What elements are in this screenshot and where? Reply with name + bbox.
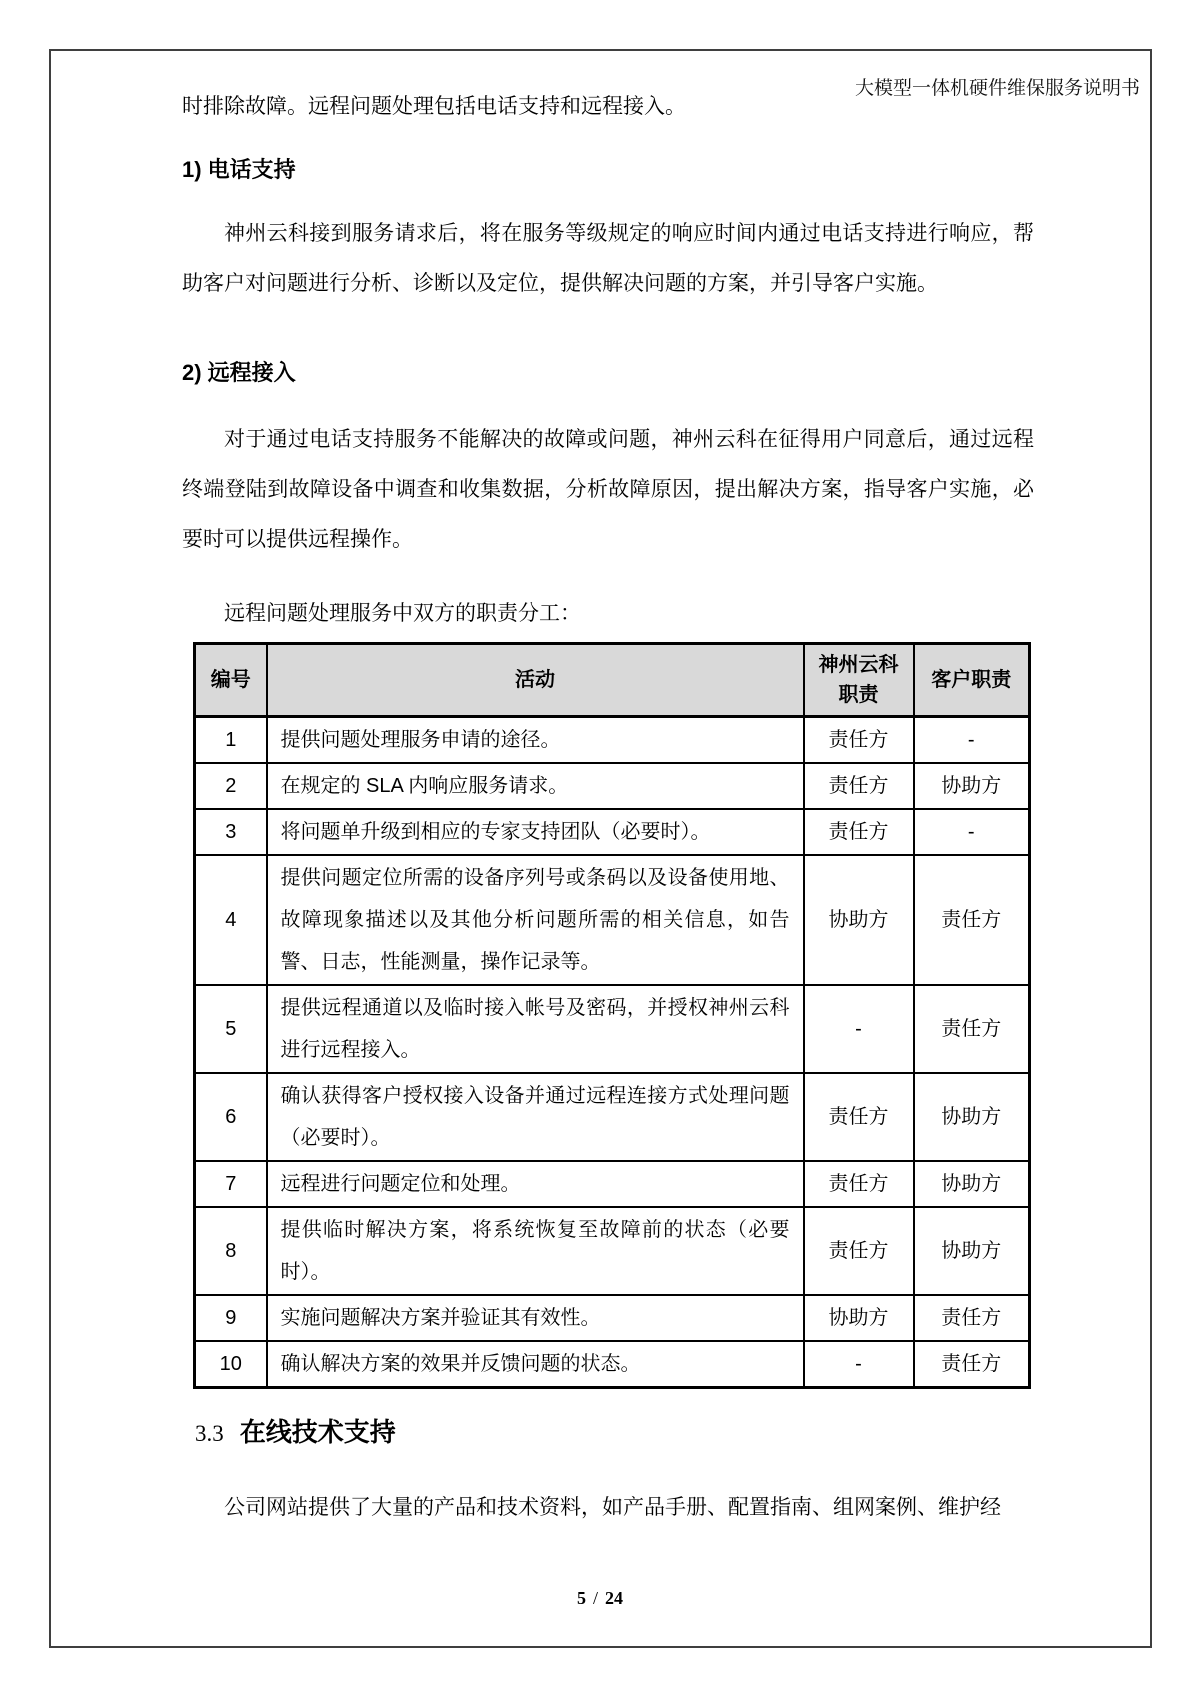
- vendor-role-cell: 责任方: [804, 1073, 914, 1161]
- column-header-number: 编号: [195, 644, 267, 717]
- row-number-cell: 3: [195, 809, 267, 855]
- vendor-role-cell: 责任方: [804, 1161, 914, 1207]
- table-row: [195, 985, 1030, 1073]
- vendor-role-cell: 责任方: [804, 1207, 914, 1295]
- activity-cell: 提供远程通道以及临时接入帐号及密码，并授权神州云科进行远程接入。: [267, 985, 804, 1073]
- page-number-total: 24: [605, 1588, 623, 1608]
- section-heading-remote-access: 2) 远程接入: [182, 360, 296, 385]
- row-number-cell: 2: [195, 763, 267, 809]
- section-heading-phone-support: 1) 电话支持: [182, 157, 296, 182]
- activity-cell: 将问题单升级到相应的专家支持团队（必要时）。: [267, 809, 804, 855]
- section-number: 3.3: [195, 1421, 224, 1446]
- row-number-cell: 4: [195, 855, 267, 985]
- activity-cell: 提供临时解决方案，将系统恢复至故障前的状态（必要时）。: [267, 1207, 804, 1295]
- vendor-role-cell: 协助方: [804, 855, 914, 985]
- activity-cell: 实施问题解决方案并验证其有效性。: [267, 1295, 804, 1341]
- row-number-cell: 10: [195, 1341, 267, 1388]
- section-heading-online-support: [195, 1415, 1034, 1451]
- row-number-cell: 9: [195, 1295, 267, 1341]
- table-row: [195, 763, 1030, 809]
- row-number-cell: 5: [195, 985, 267, 1073]
- table-row: [195, 809, 1030, 855]
- customer-role-cell: 协助方: [914, 1207, 1030, 1295]
- vendor-role-cell: -: [804, 985, 914, 1073]
- table-lead-in-line: 远程问题处理服务中双方的职责分工：: [224, 602, 581, 625]
- row-number-cell: 8: [195, 1207, 267, 1295]
- column-header-activity: 活动: [267, 644, 804, 717]
- page-number-separator: /: [592, 1588, 598, 1608]
- activity-cell: 在规定的 SLA 内响应服务请求。: [267, 763, 804, 809]
- phone-support-paragraph: 神州云科接到服务请求后，将在服务等级规定的响应时间内通过电话支持进行响应，帮助客户对问题进行分析、诊断以及定位，提供解决问题的方案，并引导客户实施。: [182, 222, 1034, 295]
- table-row: [195, 855, 1030, 985]
- vendor-header-line2: 职责: [838, 684, 879, 706]
- activity-cell: 确认解决方案的效果并反馈问题的状态。: [267, 1341, 804, 1388]
- customer-role-cell: 责任方: [914, 1341, 1030, 1388]
- vendor-role-cell: 责任方: [804, 717, 914, 764]
- table-row: [195, 1341, 1030, 1388]
- column-header-customer-responsibility: 客户职责: [914, 644, 1030, 717]
- row-number-cell: 6: [195, 1073, 267, 1161]
- online-support-paragraph: 公司网站提供了大量的产品和技术资料，如产品手册、配置指南、组网案例、维护经: [224, 1496, 1001, 1519]
- vendor-role-cell: 责任方: [804, 763, 914, 809]
- table-row: [195, 717, 1030, 764]
- row-number-cell: 7: [195, 1161, 267, 1207]
- customer-role-cell: -: [914, 809, 1030, 855]
- page-number-current: 5: [576, 1588, 586, 1608]
- activity-cell: 远程进行问题定位和处理。: [267, 1161, 804, 1207]
- table-row: [195, 1073, 1030, 1161]
- vendor-role-cell: 协助方: [804, 1295, 914, 1341]
- vendor-role-cell: -: [804, 1341, 914, 1388]
- section-title: 在线技术支持: [239, 1417, 396, 1447]
- vendor-header-line1: 神州云科: [818, 654, 899, 676]
- customer-role-cell: 责任方: [914, 1295, 1030, 1341]
- customer-role-cell: 协助方: [914, 1161, 1030, 1207]
- table-row: [195, 1207, 1030, 1295]
- activity-cell: 提供问题处理服务申请的途径。: [267, 717, 804, 764]
- page-border-frame: [49, 49, 1152, 1648]
- vendor-role-cell: 责任方: [804, 809, 914, 855]
- column-header-vendor-responsibility: [804, 644, 914, 717]
- activity-cell: 确认获得客户授权接入设备并通过远程连接方式处理问题（必要时）。: [267, 1073, 804, 1161]
- customer-role-cell: 责任方: [914, 855, 1030, 985]
- table-header-row: [195, 644, 1030, 717]
- customer-role-cell: -: [914, 717, 1030, 764]
- row-number-cell: 1: [195, 717, 267, 764]
- activity-cell: 提供问题定位所需的设备序列号或条码以及设备使用地、故障现象描述以及其他分析问题所需的相关信息，如告警、日志，性能测量，操作记录等。: [267, 855, 804, 985]
- page-content: [182, 51, 1034, 1523]
- customer-role-cell: 责任方: [914, 985, 1030, 1073]
- remote-access-paragraph: 对于通过电话支持服务不能解决的故障或问题，神州云科在征得用户同意后，通过远程终端登陆到故障设备中调查和收集数据，分析故障原因，提出解决方案，指导客户实施，必要时可以提供远程操作。: [182, 428, 1034, 551]
- table-row: [195, 1161, 1030, 1207]
- page-footer: [0, 1588, 1200, 1609]
- customer-role-cell: 协助方: [914, 763, 1030, 809]
- table-row: [195, 1295, 1030, 1341]
- responsibility-table: [193, 642, 1031, 1389]
- document-header-title: 大模型一体机硬件维保服务说明书: [854, 78, 1140, 99]
- customer-role-cell: 协助方: [914, 1073, 1030, 1161]
- intro-paragraph: 时排除故障。远程问题处理包括电话支持和远程接入。: [182, 95, 686, 118]
